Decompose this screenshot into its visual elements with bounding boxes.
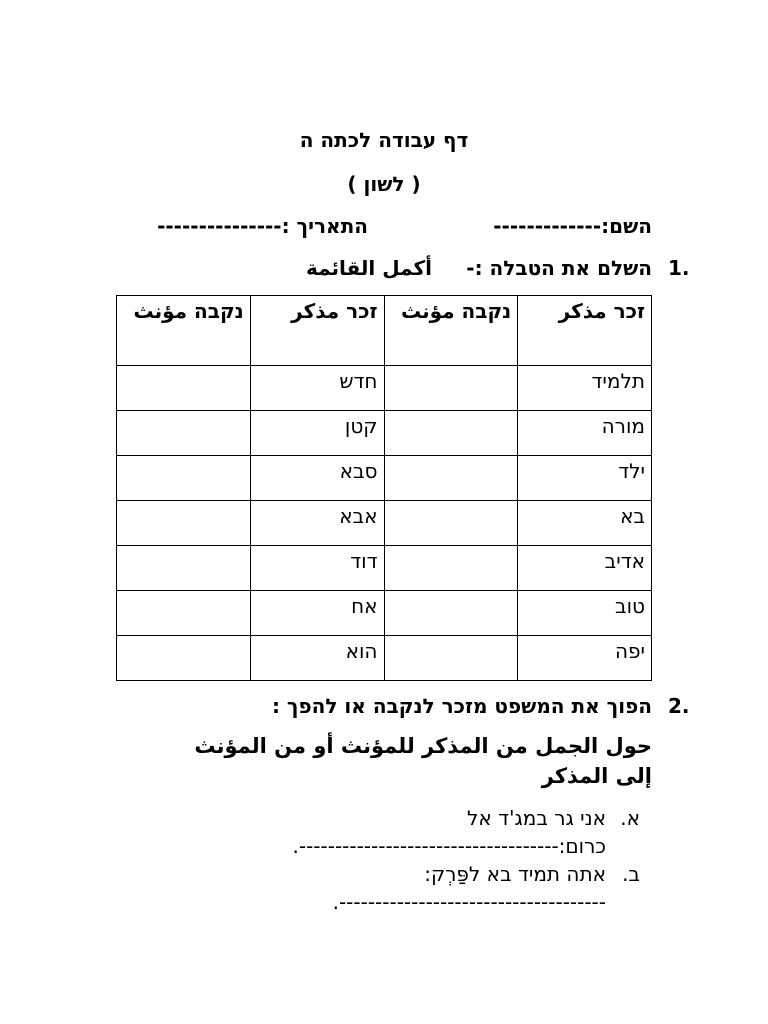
word-cell: בא bbox=[518, 501, 652, 546]
word-cell: יפה bbox=[518, 636, 652, 681]
table-row bbox=[117, 591, 652, 636]
question-1-number: 1. bbox=[668, 256, 690, 280]
answer-cell[interactable] bbox=[384, 456, 518, 501]
header-feminine-1: נקבה مؤنث bbox=[384, 296, 518, 366]
table-row bbox=[117, 411, 652, 456]
answer-cell[interactable] bbox=[117, 591, 251, 636]
word-cell: קטן bbox=[250, 411, 384, 456]
answer-cell[interactable] bbox=[117, 411, 251, 456]
answer-cell[interactable] bbox=[384, 546, 518, 591]
word-cell: הוא bbox=[250, 636, 384, 681]
header-feminine-2: נקבה مؤنث bbox=[117, 296, 251, 366]
item-a-text-line2[interactable]: כרום:------------------------------------. bbox=[292, 834, 606, 858]
answer-cell[interactable] bbox=[384, 501, 518, 546]
table-row bbox=[117, 546, 652, 591]
question-2-instruction-he: הפוך את המשפט מזכר לנקבה או להפך : bbox=[271, 694, 652, 718]
item-b-text-line2[interactable]: -------------------------------------. bbox=[332, 890, 606, 914]
word-cell: ילד bbox=[518, 456, 652, 501]
question-1-instruction-he: השלם את הטבלה :- bbox=[466, 256, 652, 280]
table-row bbox=[117, 636, 652, 681]
page-subtitle: ( לשון ) bbox=[347, 172, 421, 196]
answer-cell[interactable] bbox=[117, 546, 251, 591]
item-b-marker: ב. bbox=[622, 862, 640, 886]
date-field: התאריך :--------------- bbox=[157, 214, 368, 238]
item-a-text-line1: אני גר במג'ד אל bbox=[467, 806, 606, 830]
item-b-text-line1: אתה תמיד בא לפַּרְק: bbox=[424, 862, 606, 886]
item-a-marker: א. bbox=[620, 806, 640, 830]
word-cell: אח bbox=[250, 591, 384, 636]
answer-cell[interactable] bbox=[384, 591, 518, 636]
word-cell: מורה bbox=[518, 411, 652, 456]
answer-cell[interactable] bbox=[117, 636, 251, 681]
name-field: השם:------------- bbox=[493, 214, 652, 238]
table-row bbox=[117, 501, 652, 546]
answer-cell[interactable] bbox=[384, 411, 518, 456]
question-2-instruction-ar-line1: حول الجمل من المذكر للمؤنث أو من المؤنث bbox=[194, 734, 652, 758]
header-masculine-2: זכר مذكر bbox=[250, 296, 384, 366]
table-row bbox=[117, 456, 652, 501]
word-cell: אבא bbox=[250, 501, 384, 546]
table-row bbox=[117, 366, 652, 411]
word-cell: דוד bbox=[250, 546, 384, 591]
word-cell: אדיב bbox=[518, 546, 652, 591]
word-cell: תלמיד bbox=[518, 366, 652, 411]
answer-cell[interactable] bbox=[117, 501, 251, 546]
answer-cell[interactable] bbox=[384, 636, 518, 681]
question-1-instruction-ar: أكمل القائمة bbox=[305, 256, 432, 280]
page-title: דף עבודה לכתה ה bbox=[299, 128, 469, 152]
question-2-instruction-ar-line2: إلى المذكر bbox=[541, 764, 652, 788]
gender-table bbox=[116, 295, 652, 681]
word-cell: טוב bbox=[518, 591, 652, 636]
answer-cell[interactable] bbox=[117, 366, 251, 411]
answer-cell[interactable] bbox=[384, 366, 518, 411]
word-cell: חדש bbox=[250, 366, 384, 411]
word-cell: סבא bbox=[250, 456, 384, 501]
table-header-row bbox=[117, 296, 652, 366]
answer-cell[interactable] bbox=[117, 456, 251, 501]
header-masculine-1: זכר مذكر bbox=[518, 296, 652, 366]
question-2-number: 2. bbox=[668, 694, 690, 718]
